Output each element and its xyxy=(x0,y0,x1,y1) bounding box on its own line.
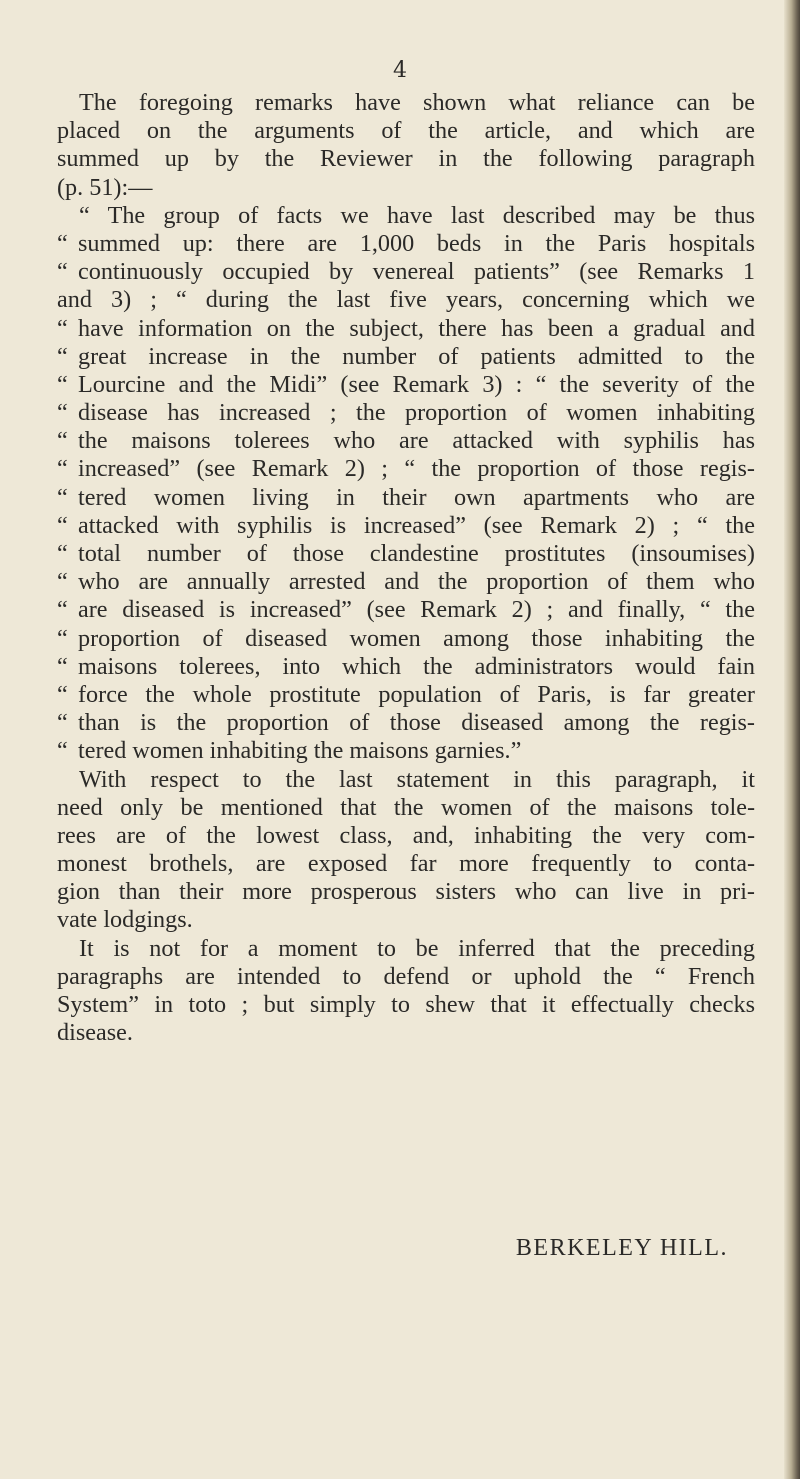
paragraph xyxy=(57,766,755,935)
quote-mark: “ xyxy=(57,314,68,342)
line-text: have information on the subject, there has been a gradual and xyxy=(78,314,755,342)
paragraph xyxy=(57,89,755,202)
line-text: are diseased is increased” (see Remark 2) ; and finally, “ the xyxy=(78,596,755,624)
quote-mark: “ xyxy=(57,540,68,567)
text-line xyxy=(57,315,755,343)
text-line xyxy=(57,484,755,512)
line-text: continuously occupied by venereal patients” (see Remarks 1 xyxy=(78,258,755,286)
quote-mark: “ xyxy=(57,652,68,680)
line-text: With respect to the last statement in this paragraph, it xyxy=(79,765,755,793)
line-text: maisons tolerees, into which the administrators would fain xyxy=(78,652,755,680)
text-line xyxy=(57,371,755,399)
text-line xyxy=(57,202,755,230)
line-text: summed up: there are 1,000 beds in the Paris hospitals xyxy=(78,229,755,257)
text-line xyxy=(57,794,755,822)
line-text: attacked with syphilis is increased” (see Remark 2) ; “ the xyxy=(78,511,755,539)
line-text: The foregoing remarks have shown what reliance can be xyxy=(79,89,755,116)
text-line xyxy=(57,286,755,314)
line-text: disease has increased ; the proportion of women inhabiting xyxy=(78,399,755,427)
line-text: gion than their more prosperous sisters who can live in pri- xyxy=(57,878,755,906)
line-text: and 3) ; “ during the last five years, concerning which we xyxy=(57,286,755,314)
article-body xyxy=(57,89,755,1047)
text-line xyxy=(57,230,755,258)
text-line xyxy=(57,399,755,427)
line-text: proportion of diseased women among those inhabiting the xyxy=(78,624,755,652)
text-line xyxy=(57,343,755,371)
text-line xyxy=(57,906,755,934)
quote-mark: “ xyxy=(57,229,68,257)
quote-mark: “ xyxy=(57,342,68,370)
text-line xyxy=(57,935,755,963)
text-line xyxy=(57,455,755,483)
line-text: than is the proportion of those diseased among the regis- xyxy=(78,709,755,737)
text-line xyxy=(57,991,755,1019)
line-text: disease. xyxy=(57,1019,133,1047)
text-line xyxy=(57,540,755,568)
author-signature: BERKELEY HILL. xyxy=(515,1235,728,1261)
quote-mark: “ xyxy=(57,680,68,708)
page-number: 4 xyxy=(393,58,407,83)
text-line xyxy=(57,822,755,850)
quote-mark: “ xyxy=(57,737,68,765)
line-text: total number of those clandestine prostitutes (insoumises) xyxy=(78,540,755,567)
paragraph xyxy=(57,935,755,1048)
quote-mark: “ xyxy=(57,399,68,427)
text-line xyxy=(57,709,755,737)
text-line xyxy=(57,174,755,202)
quote-mark: “ xyxy=(57,568,68,596)
line-text: placed on the arguments of the article, and which are xyxy=(57,117,755,145)
text-line xyxy=(57,145,755,173)
text-line xyxy=(57,766,755,794)
text-line xyxy=(57,681,755,709)
text-line xyxy=(57,568,755,596)
line-text: need only be mentioned that the women of the maisons tole- xyxy=(57,793,755,821)
line-text: monest brothels, are exposed far more frequently to conta- xyxy=(57,850,755,878)
quote-mark: “ xyxy=(57,624,68,652)
text-line xyxy=(57,878,755,906)
paragraph xyxy=(57,202,755,766)
page-binding-edge xyxy=(784,0,800,1479)
text-line xyxy=(57,258,755,286)
text-line xyxy=(57,653,755,681)
line-text: the maisons tolerees who are attacked with syphilis has xyxy=(78,427,755,455)
text-line xyxy=(57,512,755,540)
line-text: paragraphs are intended to defend or uphold the “ French xyxy=(57,962,755,990)
line-text: force the whole prostitute population of Paris, is far greater xyxy=(78,680,755,708)
line-text: System” in toto ; but simply to shew that it effectually checks xyxy=(57,991,755,1018)
line-text: (p. 51):— xyxy=(57,173,153,201)
line-text: It is not for a moment to be inferred that the preceding xyxy=(79,934,755,962)
text-line xyxy=(57,1019,755,1047)
line-text: tered women inhabiting the maisons garnies.” xyxy=(78,737,522,765)
quote-mark: “ xyxy=(57,427,68,455)
quote-mark: “ xyxy=(57,370,68,398)
text-line xyxy=(57,117,755,145)
quote-mark: “ xyxy=(57,709,68,737)
line-text: rees are of the lowest class, and, inhabiting the very com- xyxy=(57,821,755,849)
line-text: tered women living in their own apartments who are xyxy=(78,483,755,511)
text-line xyxy=(57,427,755,455)
quote-mark: “ xyxy=(57,511,68,539)
quote-mark: “ xyxy=(57,483,68,511)
text-line xyxy=(57,963,755,991)
quote-mark: “ xyxy=(57,596,68,624)
text-line xyxy=(57,596,755,624)
text-line xyxy=(57,737,755,765)
text-line xyxy=(57,850,755,878)
text-line xyxy=(57,89,755,117)
quote-mark: “ xyxy=(57,455,68,483)
line-text: summed up by the Reviewer in the following paragraph xyxy=(57,145,755,173)
line-text: vate lodgings. xyxy=(57,906,193,934)
line-text: increased” (see Remark 2) ; “ the proportion of those regis- xyxy=(78,455,755,483)
line-text: “ The group of facts we have last described may be thus xyxy=(79,201,755,229)
quote-mark: “ xyxy=(57,258,68,286)
line-text: great increase in the number of patients admitted to the xyxy=(78,342,755,370)
text-line xyxy=(57,625,755,653)
line-text: Lourcine and the Midi” (see Remark 3) : “ the severity of the xyxy=(78,370,755,398)
line-text: who are annually arrested and the proportion of them who xyxy=(78,568,755,596)
